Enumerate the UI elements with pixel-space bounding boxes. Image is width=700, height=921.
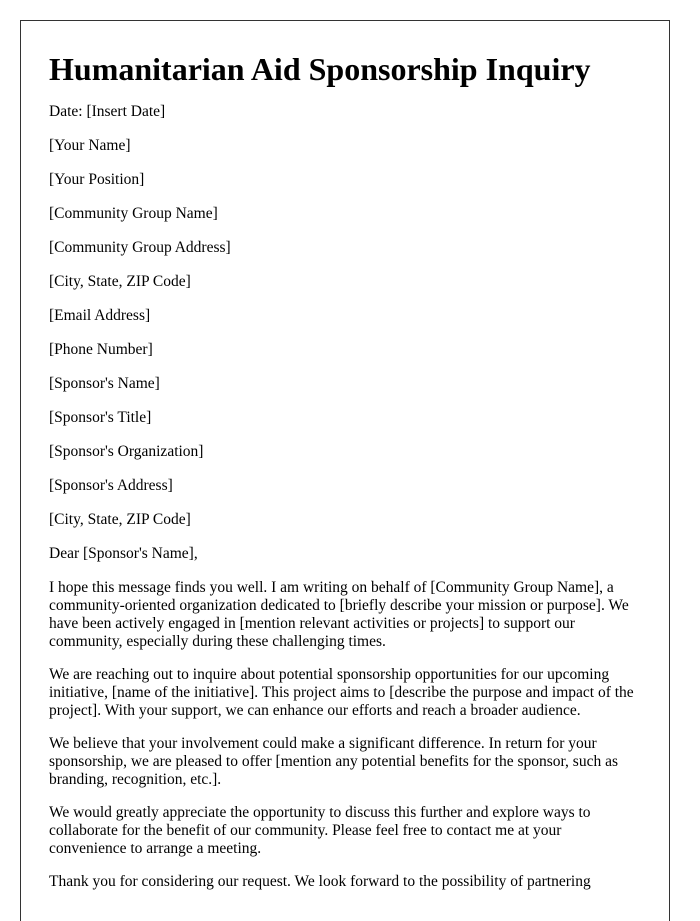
- salutation: Dear [Sponsor's Name],: [49, 545, 198, 562]
- body-paragraph: We are reaching out to inquire about potential sponsorship opportunities for our upcoming initiative, [name of the initiative]. This project aims to [describe the purpose and impact of the project]. With your support, we can enhance our efforts and reach a broader audience.: [49, 666, 634, 719]
- body-paragraph: Thank you for considering our request. We look forward to the possibility of partnering: [49, 873, 591, 890]
- letter-title: Humanitarian Aid Sponsorship Inquiry: [49, 51, 591, 87]
- recipient-organization: [Sponsor's Organization]: [49, 443, 204, 460]
- sender-position: [Your Position]: [49, 171, 145, 188]
- letter-page: [20, 20, 670, 921]
- recipient-address: [Sponsor's Address]: [49, 477, 173, 494]
- sender-city-state-zip: [City, State, ZIP Code]: [49, 273, 191, 290]
- sender-email: [Email Address]: [49, 307, 151, 324]
- body-paragraph: We believe that your involvement could make a significant difference. In return for your sponsorship, we are pleased to offer [mention any potential benefits for the sponsor, such as branding, recognition, etc.].: [49, 735, 619, 788]
- recipient-title: [Sponsor's Title]: [49, 409, 152, 426]
- letter-body: [49, 579, 649, 891]
- recipient-name: [Sponsor's Name]: [49, 375, 160, 392]
- body-paragraph: We would greatly appreciate the opportunity to discuss this further and explore ways to collaborate for the benefit of our community. Please feel free to contact me at your convenience to arrange a meeting.: [49, 804, 591, 857]
- sender-name: [Your Name]: [49, 137, 131, 154]
- date-line: Date: [Insert Date]: [49, 103, 166, 120]
- sender-group-name: [Community Group Name]: [49, 205, 218, 222]
- sender-phone: [Phone Number]: [49, 341, 153, 358]
- letter-header: [49, 103, 649, 563]
- recipient-city-state-zip: [City, State, ZIP Code]: [49, 511, 191, 528]
- sender-group-address: [Community Group Address]: [49, 239, 231, 256]
- body-paragraph: I hope this message finds you well. I am writing on behalf of [Community Group Name], a community-oriented organization dedicated to [briefly describe your mission or purpose]. We have been actively engaged in [mention relevant activities or projects] to support our community, especially during these challenging times.: [49, 579, 629, 650]
